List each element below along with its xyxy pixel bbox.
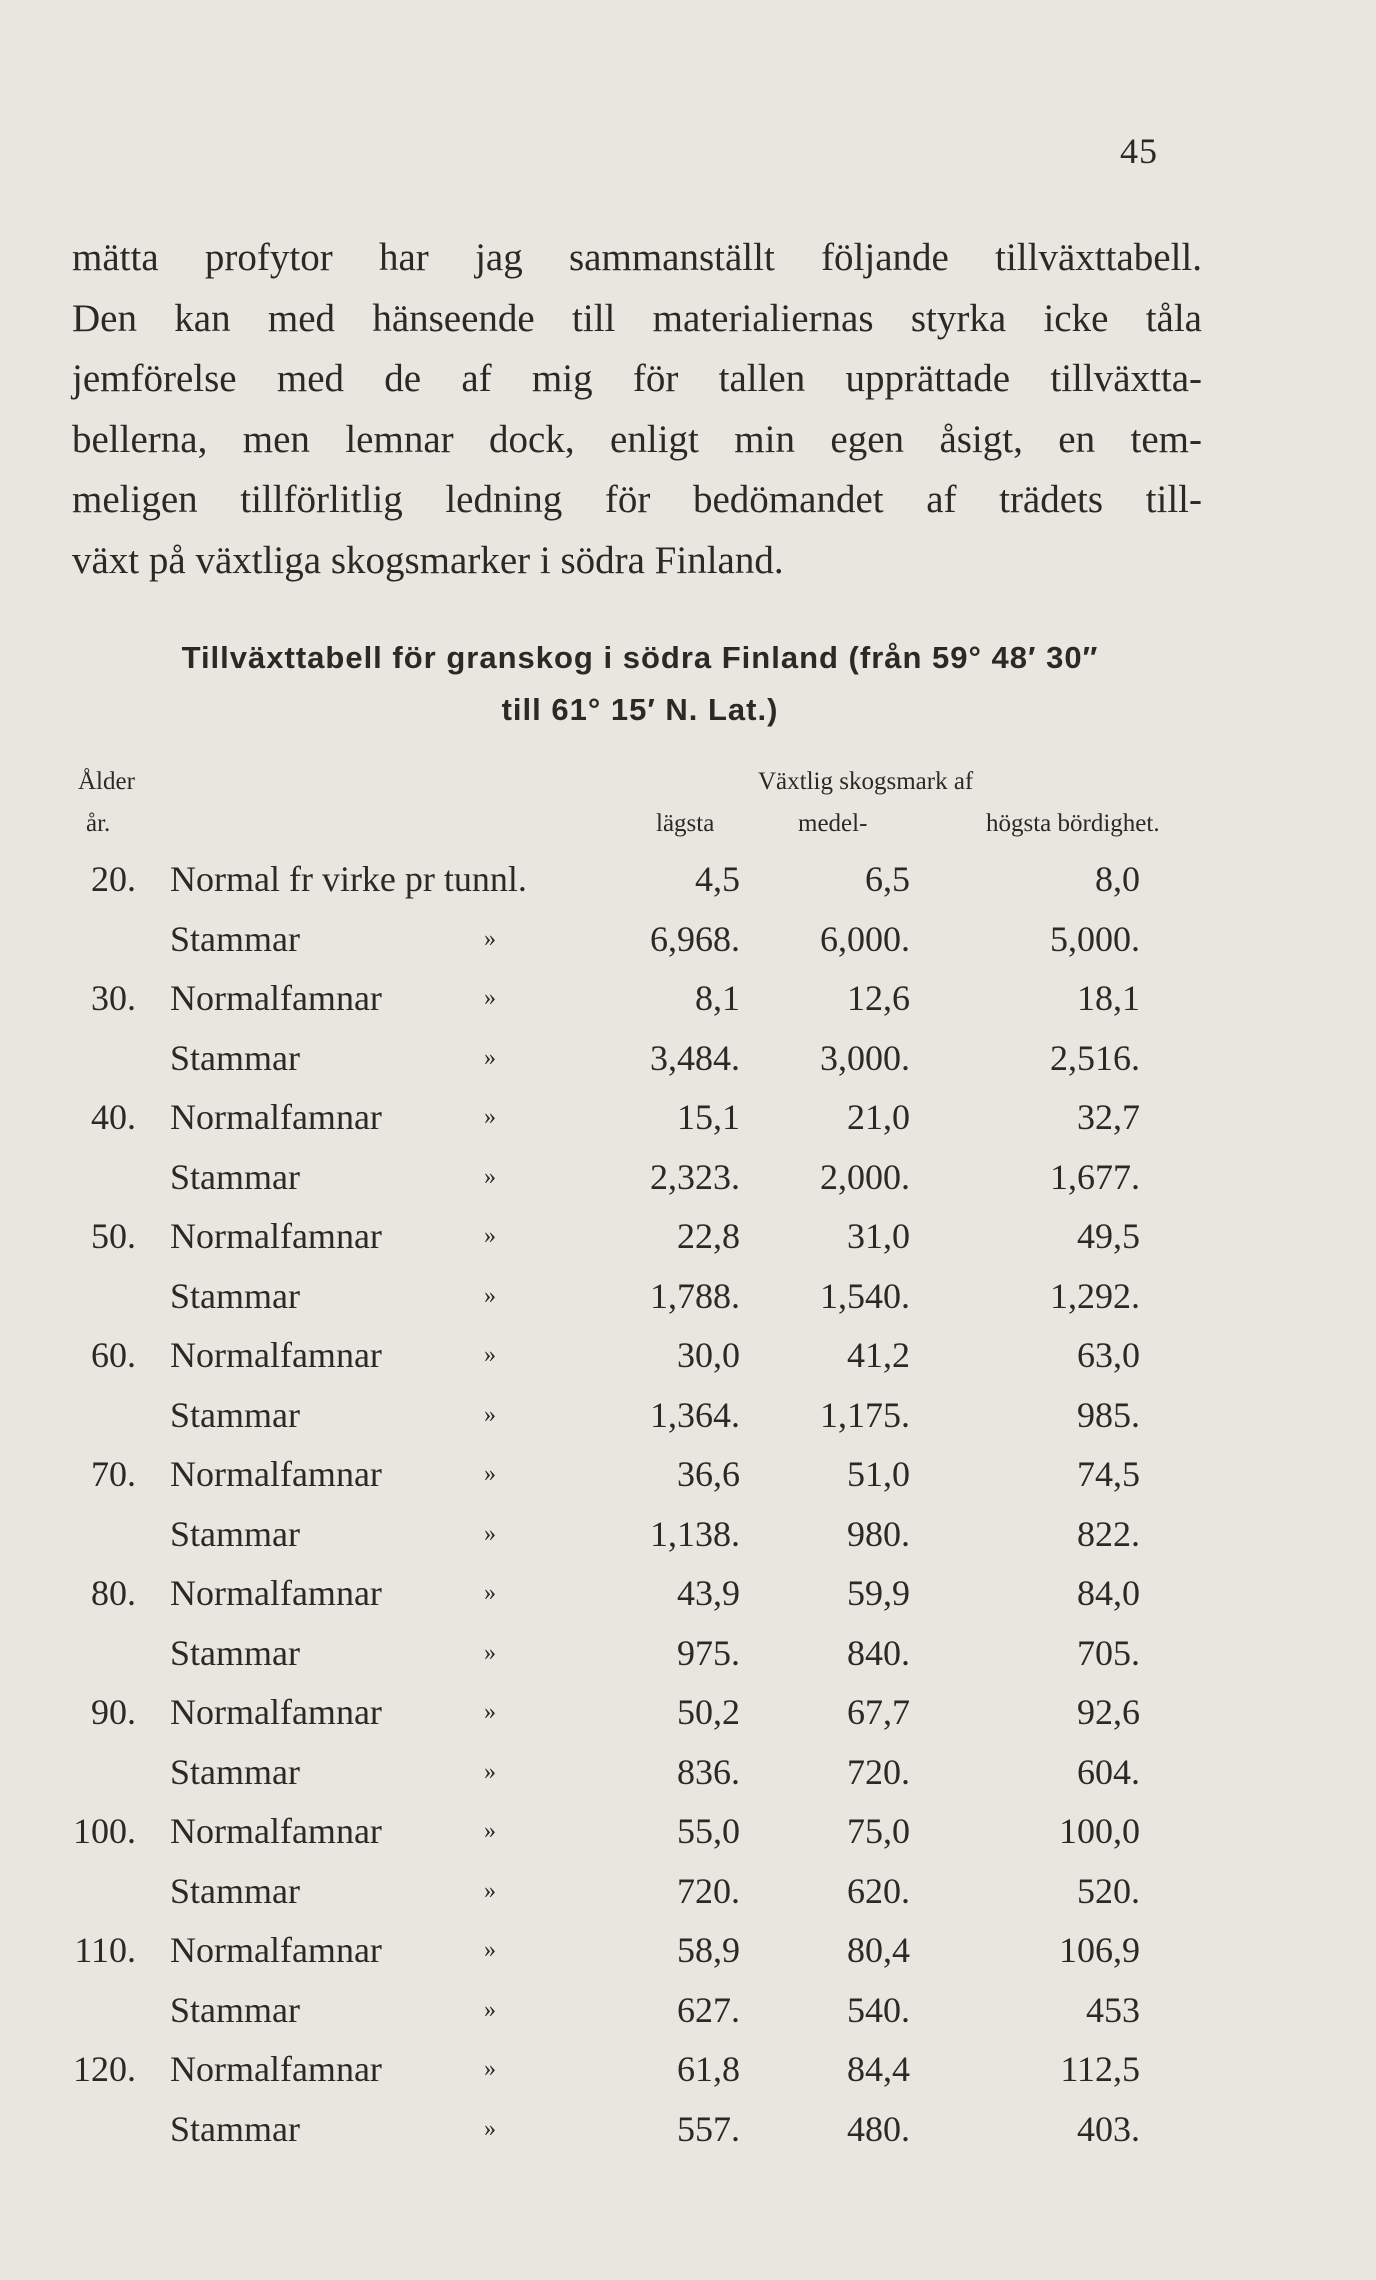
- value-medel: 840.: [847, 1632, 910, 1673]
- intro-line: Den kan med hänseende till materialiernas styrka icke tåla: [72, 296, 1202, 340]
- value-hogsta: 106,9: [1059, 1930, 1140, 1970]
- row-age: 80.: [91, 1573, 136, 1613]
- ditto-mark: »: [484, 925, 496, 952]
- value-hogsta: 453: [1086, 1989, 1140, 2030]
- value-hogsta: 49,5: [1077, 1216, 1140, 1256]
- value-lagsta: 1,138.: [650, 1513, 740, 1554]
- value-lagsta: 6,968.: [650, 918, 740, 959]
- value-medel: 540.: [847, 1989, 910, 2030]
- row-age: 30.: [91, 978, 136, 1018]
- row-label: Stammar: [170, 1513, 300, 1554]
- table-row: [0, 858, 1376, 918]
- value-medel: 720.: [847, 1751, 910, 1792]
- value-medel: 980.: [847, 1513, 910, 1554]
- value-hogsta: 84,0: [1077, 1573, 1140, 1613]
- value-lagsta: 30,0: [677, 1335, 740, 1375]
- ditto-mark: »: [484, 1104, 496, 1130]
- ditto-mark: »: [484, 1520, 496, 1547]
- row-label: Stammar: [170, 2108, 300, 2149]
- value-hogsta: 32,7: [1077, 1097, 1140, 1137]
- value-hogsta: 5,000.: [1050, 918, 1140, 959]
- row-label: Normalfamnar: [170, 1811, 382, 1851]
- header-ar: år.: [86, 810, 111, 837]
- table-title-line-1: Tillväxttabell för granskog i södra Finland (från 59° 48′ 30″: [181, 640, 1099, 675]
- ditto-mark: »: [484, 1580, 496, 1606]
- row-label: Normalfamnar: [170, 1097, 382, 1137]
- row-age: 110.: [74, 1930, 136, 1970]
- row-age: 70.: [91, 1454, 136, 1494]
- value-lagsta: 43,9: [677, 1573, 740, 1613]
- value-lagsta: 720.: [677, 1870, 740, 1911]
- row-age: 60.: [91, 1335, 136, 1375]
- ditto-mark: »: [484, 1401, 496, 1428]
- ditto-mark: »: [484, 2056, 496, 2082]
- row-label: Normalfamnar: [170, 1454, 382, 1494]
- intro-line: växt på växtliga skogsmarker i södra Finland.: [72, 538, 784, 582]
- ditto-mark: »: [484, 1342, 496, 1368]
- row-age: 90.: [91, 1692, 136, 1732]
- table-row: [0, 1751, 1376, 1811]
- value-hogsta: 1,677.: [1050, 1156, 1140, 1197]
- ditto-mark: »: [484, 1818, 496, 1844]
- value-hogsta: 520.: [1077, 1870, 1140, 1911]
- value-medel: 12,6: [847, 978, 910, 1018]
- row-age: 20.: [91, 859, 136, 899]
- table-row: [0, 1929, 1376, 1989]
- table-row: [0, 1215, 1376, 1275]
- value-lagsta: 55,0: [677, 1811, 740, 1851]
- value-lagsta: 50,2: [677, 1692, 740, 1732]
- value-medel: 80,4: [847, 1930, 910, 1970]
- value-hogsta: 112,5: [1060, 2049, 1140, 2089]
- ditto-mark: »: [484, 1877, 496, 1904]
- value-hogsta: 8,0: [1095, 859, 1140, 899]
- value-medel: 1,175.: [820, 1394, 910, 1435]
- value-hogsta: 1,292.: [1050, 1275, 1140, 1316]
- table-row: [0, 1156, 1376, 1216]
- ditto-mark: »: [484, 1996, 496, 2023]
- row-label: Normalfamnar: [170, 1335, 382, 1375]
- table-row: [0, 1394, 1376, 1454]
- table-title: [80, 632, 1200, 736]
- row-label: Stammar: [170, 1156, 300, 1197]
- value-hogsta: 92,6: [1077, 1692, 1140, 1732]
- value-medel: 31,0: [847, 1216, 910, 1256]
- ditto-mark: »: [484, 2115, 496, 2142]
- value-hogsta: 18,1: [1077, 978, 1140, 1018]
- value-hogsta: 74,5: [1077, 1454, 1140, 1494]
- row-label: Normalfamnar: [170, 1216, 382, 1256]
- value-hogsta: 985.: [1077, 1394, 1140, 1435]
- row-age: 40.: [91, 1097, 136, 1137]
- row-label: Normalfamnar: [170, 1573, 382, 1613]
- header-lagsta: lägsta: [656, 810, 715, 837]
- value-medel: 480.: [847, 2108, 910, 2149]
- value-medel: 59,9: [847, 1573, 910, 1613]
- table-row: [0, 1870, 1376, 1930]
- table-row: [0, 2048, 1376, 2108]
- table-row: [0, 1572, 1376, 1632]
- value-hogsta: 822.: [1077, 1513, 1140, 1554]
- value-lagsta: 627.: [677, 1989, 740, 2030]
- row-label: Normalfamnar: [170, 1692, 382, 1732]
- value-hogsta: 604.: [1077, 1751, 1140, 1792]
- value-medel: 51,0: [847, 1454, 910, 1494]
- ditto-mark: »: [484, 1044, 496, 1071]
- value-medel: 21,0: [847, 1097, 910, 1137]
- value-medel: 6,000.: [820, 918, 910, 959]
- ditto-mark: »: [484, 1282, 496, 1309]
- value-medel: 2,000.: [820, 1156, 910, 1197]
- table-row: [0, 977, 1376, 1037]
- intro-line: mätta profytor har jag sammanställt följande tillväxttabell.: [72, 236, 1202, 279]
- value-lagsta: 1,788.: [650, 1275, 740, 1316]
- value-lagsta: 15,1: [677, 1097, 740, 1137]
- header-alder: Ålder: [78, 768, 135, 795]
- row-label: Stammar: [170, 1275, 300, 1316]
- table-row: [0, 1275, 1376, 1335]
- row-label: Stammar: [170, 1870, 300, 1911]
- ditto-mark: »: [484, 1223, 496, 1249]
- page-number: 45: [1120, 131, 1158, 171]
- value-medel: 3,000.: [820, 1037, 910, 1078]
- value-hogsta: 403.: [1077, 2108, 1140, 2149]
- value-medel: 84,4: [847, 2049, 910, 2089]
- table-row: [0, 1037, 1376, 1097]
- ditto-mark: »: [484, 1461, 496, 1487]
- table-row: [0, 1632, 1376, 1692]
- row-label: Stammar: [170, 1037, 300, 1078]
- row-label: Stammar: [170, 1632, 300, 1673]
- row-label: Normalfamnar: [170, 1930, 382, 1970]
- intro-line: jemförelse med de af mig för tallen upprättade tillväxtta-: [72, 357, 1202, 400]
- table-row: [0, 2108, 1376, 2168]
- value-lagsta: 61,8: [677, 2049, 740, 2089]
- table-row: [0, 918, 1376, 978]
- header-medel: medel-: [798, 810, 868, 837]
- ditto-mark: »: [484, 1163, 496, 1190]
- table-row: [0, 1096, 1376, 1156]
- intro-line: meligen tillförlitlig ledning för bedömandet af trädets till-: [72, 478, 1202, 521]
- table-row: [0, 1810, 1376, 1870]
- header-vaxtlig-skogsmark: Växtlig skogsmark af: [758, 768, 974, 795]
- ditto-mark: »: [484, 1937, 496, 1963]
- value-medel: 75,0: [847, 1811, 910, 1851]
- value-hogsta: 2,516.: [1050, 1037, 1140, 1078]
- value-lagsta: 8,1: [695, 978, 740, 1018]
- header-hogsta: högsta bördighet.: [986, 810, 1160, 837]
- table-row: [0, 1334, 1376, 1394]
- row-label: Normal fr virke pr tunnl.: [170, 859, 527, 899]
- row-label: Normalfamnar: [170, 2049, 382, 2089]
- value-lagsta: 58,9: [677, 1930, 740, 1970]
- table-row: [0, 1691, 1376, 1751]
- value-lagsta: 975.: [677, 1632, 740, 1673]
- row-age: 120.: [73, 2049, 136, 2089]
- value-lagsta: 2,323.: [650, 1156, 740, 1197]
- value-medel: 1,540.: [820, 1275, 910, 1316]
- intro-line: bellerna, men lemnar dock, enligt min egen åsigt, en tem-: [72, 417, 1202, 461]
- table-row: [0, 1513, 1376, 1573]
- value-hogsta: 63,0: [1077, 1335, 1140, 1375]
- value-lagsta: 557.: [677, 2108, 740, 2149]
- table-row: [0, 1453, 1376, 1513]
- row-age: 50.: [91, 1216, 136, 1256]
- ditto-mark: »: [484, 985, 496, 1011]
- value-hogsta: 100,0: [1059, 1811, 1140, 1851]
- value-lagsta: 1,364.: [650, 1394, 740, 1435]
- ditto-mark: »: [484, 1758, 496, 1785]
- ditto-mark: »: [484, 1699, 496, 1725]
- row-label: Stammar: [170, 1989, 300, 2030]
- value-medel: 6,5: [865, 859, 910, 899]
- growth-table: [0, 858, 1376, 2167]
- value-lagsta: 22,8: [677, 1216, 740, 1256]
- row-label: Stammar: [170, 918, 300, 959]
- value-lagsta: 36,6: [677, 1454, 740, 1494]
- intro-paragraph: [72, 228, 1202, 591]
- value-hogsta: 705.: [1077, 1632, 1140, 1673]
- row-label: Normalfamnar: [170, 978, 382, 1018]
- value-medel: 620.: [847, 1870, 910, 1911]
- row-label: Stammar: [170, 1751, 300, 1792]
- table-row: [0, 1989, 1376, 2049]
- ditto-mark: »: [484, 1639, 496, 1666]
- value-lagsta: 4,5: [695, 859, 740, 899]
- value-lagsta: 836.: [677, 1751, 740, 1792]
- row-age: 100.: [73, 1811, 136, 1851]
- value-medel: 41,2: [847, 1335, 910, 1375]
- table-title-line-2: till 61° 15′ N. Lat.): [501, 692, 779, 727]
- value-medel: 67,7: [847, 1692, 910, 1732]
- row-label: Stammar: [170, 1394, 300, 1435]
- value-lagsta: 3,484.: [650, 1037, 740, 1078]
